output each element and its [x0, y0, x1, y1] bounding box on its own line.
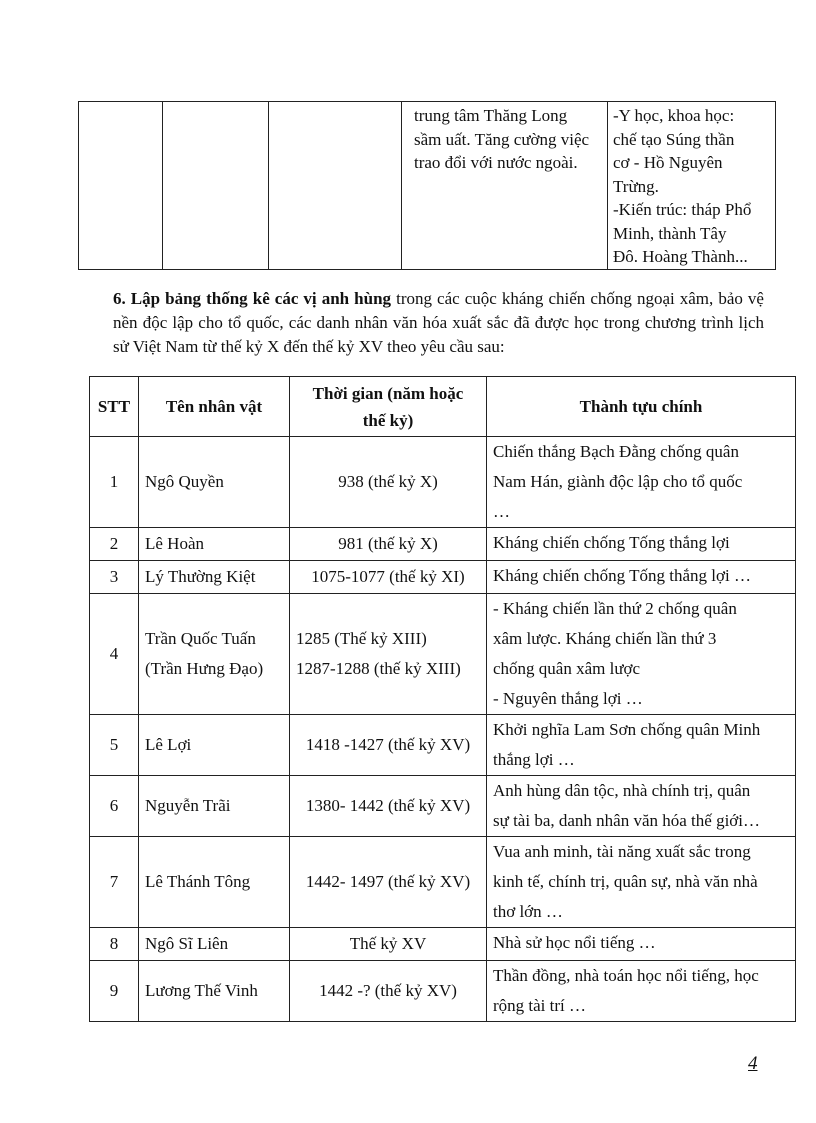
- table-row: 4 Trần Quốc Tuấn (Trần Hưng Đạo) 1285 (Thế kỷ XIII) 1287-1288 (thế kỷ XIII) - Kháng chiến lần thứ 2 chống quân xâm lược. Kháng chiến lần thứ 3 chống quân xâm lược - Nguyên thắng lợi …: [90, 594, 796, 715]
- continuation-table: [78, 101, 776, 270]
- table-header-row: [90, 377, 796, 437]
- table-row: 7 Lê Thánh Tông 1442- 1497 (thế kỷ XV) Vua anh minh, tài năng xuất sắc trong kinh tế, chính trị, quân sự, nhà văn nhà thơ lớn …: [90, 837, 796, 928]
- section-heading: [113, 287, 764, 359]
- table-row: 5 Lê Lợi 1418 -1427 (thế kỷ XV) Khởi nghĩa Lam Sơn chống quân Minh thắng lợi …: [90, 715, 796, 776]
- header-stt: STT: [90, 377, 139, 437]
- table-row: 8 Ngô Sĩ Liên Thế kỷ XV Nhà sử học nổi tiếng …: [90, 928, 796, 961]
- page-number: 4: [748, 1053, 758, 1074]
- empty-cell: [79, 102, 163, 270]
- table-row: [79, 102, 776, 270]
- heroes-table: [89, 376, 796, 1022]
- empty-cell: [163, 102, 269, 270]
- table-row: 2 Lê Hoàn 981 (thế kỷ X) Kháng chiến chống Tống thắng lợi: [90, 528, 796, 561]
- header-time: Thời gian (năm hoặc thế kỷ): [290, 377, 487, 437]
- culture-economy-cell: trung tâm Thăng Long sầm uất. Tăng cường việc trao đổi với nước ngoài.: [402, 102, 608, 270]
- header-achievement: Thành tựu chính: [487, 377, 796, 437]
- table-row: 3 Lý Thường Kiệt 1075-1077 (thế kỷ XI) Kháng chiến chống Tống thắng lợi …: [90, 561, 796, 594]
- table-row: 6 Nguyễn Trãi 1380- 1442 (thế kỷ XV) Anh hùng dân tộc, nhà chính trị, quân sự tài ba, danh nhân văn hóa thế giới…: [90, 776, 796, 837]
- table-row: 1 Ngô Quyền 938 (thế kỷ X) Chiến thắng Bạch Đằng chống quân Nam Hán, giành độc lập cho tổ quốc …: [90, 437, 796, 528]
- heading-rest: trong các cuộc kháng chiến chống ngoại xâm, bảo vệ nền độc lập cho tổ quốc, các danh nhân văn hóa xuất sắc đã được học trong chương trình lịch sử Việt Nam từ thế kỷ X đến thế kỷ XV theo yêu cầu sau:: [113, 289, 764, 356]
- empty-cell: [269, 102, 402, 270]
- science-architecture-cell: -Y học, khoa học: chế tạo Súng thần cơ - Hồ Nguyên Trừng. -Kiến trúc: tháp Phổ Minh, thành Tây Đô. Hoàng Thành...: [608, 102, 776, 270]
- table-row: 9 Lương Thế Vinh 1442 -? (thế kỷ XV) Thần đồng, nhà toán học nổi tiếng, học rộng tài trí …: [90, 961, 796, 1022]
- header-name: Tên nhân vật: [139, 377, 290, 437]
- heading-bold: 6. Lập bảng thống kê các vị anh hùng: [113, 289, 392, 308]
